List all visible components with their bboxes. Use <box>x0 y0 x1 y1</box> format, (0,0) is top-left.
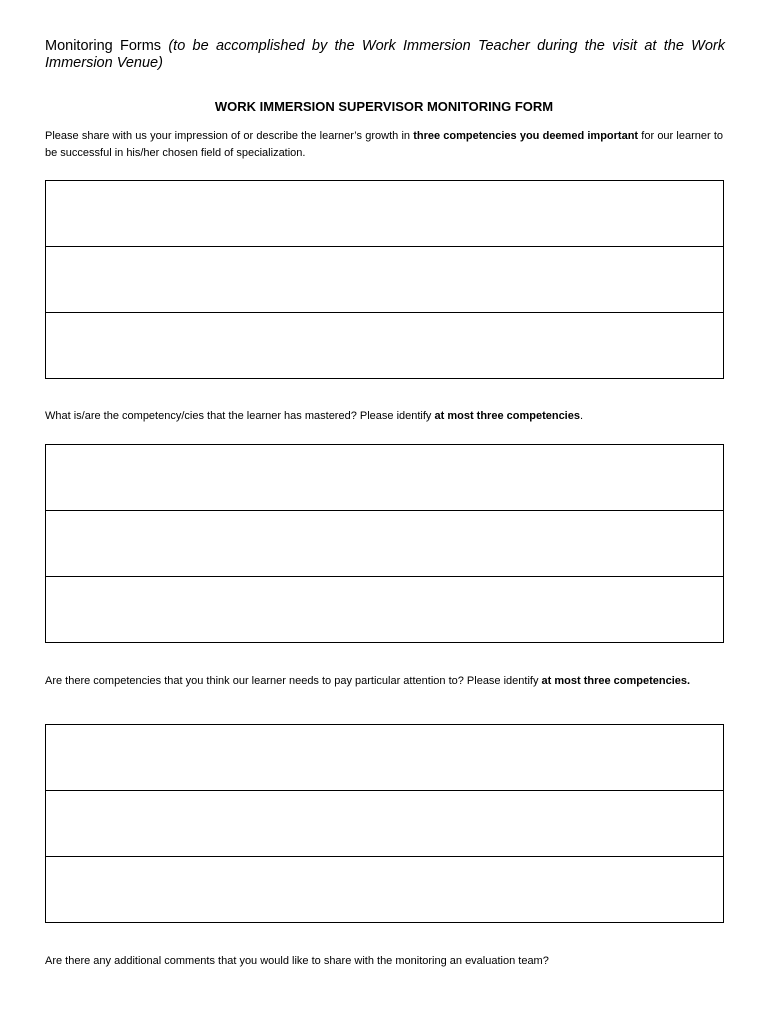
question-1-emphasis: three competencies you deemed important <box>413 130 639 142</box>
section-heading-lead: Monitoring Forms <box>45 38 162 54</box>
question-4 <box>45 953 723 970</box>
question-1-answer-box <box>45 180 724 379</box>
question-2-emphasis: at most three competencies <box>434 410 580 422</box>
question-2 <box>45 408 723 425</box>
section-heading-note: (to be accomplished by the Work Immersion Teacher during the visit at the Work Immersion Venue) <box>45 38 725 71</box>
question-4-text-before: Are there any additional comments that you would like to share with the monitoring an evaluation team? <box>45 955 549 967</box>
question-3-emphasis: at most three competencies. <box>541 675 691 687</box>
question-3-answer-row-1[interactable] <box>46 725 723 791</box>
question-3-answer-box <box>45 724 724 923</box>
question-3-text-before: Are there competencies that you think our learner needs to pay particular attention to? Please identify <box>45 675 542 687</box>
question-2-answer-row-2[interactable] <box>46 511 723 577</box>
question-2-answer-row-1[interactable] <box>46 445 723 511</box>
question-3-answer-row-2[interactable] <box>46 791 723 857</box>
question-1-answer-row-3[interactable] <box>46 313 723 378</box>
section-heading <box>45 38 725 72</box>
question-1-text-after: for our learner to be successful in his/her chosen field of specialization. <box>45 130 724 159</box>
form-title: WORK IMMERSION SUPERVISOR MONITORING FORM <box>214 99 554 114</box>
question-1 <box>45 128 723 162</box>
question-2-answer-box <box>45 444 724 643</box>
question-1-text-before: Please share with us your impression of or describe the learner’s growth in <box>45 130 414 142</box>
question-2-text-before: What is/are the competency/cies that the learner has mastered? Please identify <box>45 410 435 422</box>
question-2-text-after: . <box>579 410 584 422</box>
question-1-answer-row-2[interactable] <box>46 247 723 313</box>
question-2-answer-row-3[interactable] <box>46 577 723 642</box>
question-1-answer-row-1[interactable] <box>46 181 723 247</box>
question-3-answer-row-3[interactable] <box>46 857 723 922</box>
question-3 <box>45 673 723 690</box>
